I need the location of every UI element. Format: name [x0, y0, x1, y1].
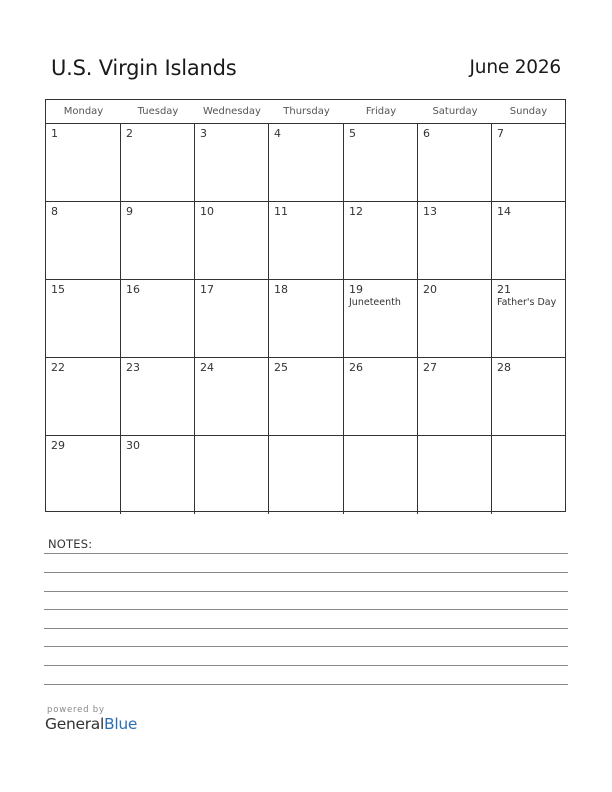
day-cell-29 [46, 436, 121, 514]
note-line [44, 553, 568, 554]
generalblue-logo [45, 715, 137, 733]
day-cell-26 [344, 358, 418, 436]
weekday-header-row [46, 100, 565, 124]
day-number: 27 [423, 361, 437, 374]
day-number: 7 [497, 127, 504, 140]
day-number: 30 [126, 439, 140, 452]
day-number: 12 [349, 205, 363, 218]
day-cell-3 [195, 124, 269, 202]
calendar-grid [45, 99, 566, 512]
calendar-month-year: June 2026 [469, 57, 561, 78]
holiday-label: Juneteenth [349, 297, 401, 308]
day-number: 10 [200, 205, 214, 218]
day-cell-2 [121, 124, 195, 202]
day-cell-16 [121, 280, 195, 358]
powered-by-text: powered by [47, 705, 105, 715]
day-cell-21 [492, 280, 565, 358]
weekday-thursday: Thursday [283, 106, 330, 117]
logo-blue-text: Blue [103, 715, 138, 733]
day-cell-14 [492, 202, 565, 280]
day-number: 1 [51, 127, 58, 140]
day-number: 20 [423, 283, 437, 296]
weekday-saturday: Saturday [432, 106, 478, 117]
day-number: 19 [349, 283, 363, 296]
empty-day-cell [195, 436, 269, 514]
day-cell-6 [418, 124, 492, 202]
note-line [44, 591, 568, 592]
day-number: 14 [497, 205, 511, 218]
day-number: 17 [200, 283, 214, 296]
day-cell-23 [121, 358, 195, 436]
note-line [44, 609, 568, 610]
weekday-sunday: Sunday [509, 106, 548, 117]
weekday-friday: Friday [365, 106, 397, 117]
day-number: 3 [200, 127, 207, 140]
empty-day-cell [492, 436, 565, 514]
day-cell-20 [418, 280, 492, 358]
day-cell-15 [46, 280, 121, 358]
note-line [44, 684, 568, 685]
day-cell-10 [195, 202, 269, 280]
day-cell-7 [492, 124, 565, 202]
day-number: 29 [51, 439, 65, 452]
day-number: 16 [126, 283, 140, 296]
day-cell-1 [46, 124, 121, 202]
day-number: 2 [126, 127, 133, 140]
day-cell-17 [195, 280, 269, 358]
day-cell-11 [269, 202, 344, 280]
note-line [44, 572, 568, 573]
day-number: 18 [274, 283, 288, 296]
day-number: 9 [126, 205, 133, 218]
day-cell-25 [269, 358, 344, 436]
day-cell-28 [492, 358, 565, 436]
note-line [44, 628, 568, 629]
day-cell-18 [269, 280, 344, 358]
day-number: 11 [274, 205, 288, 218]
day-number: 5 [349, 127, 356, 140]
logo-general-text: General [45, 715, 104, 733]
day-cell-22 [46, 358, 121, 436]
day-number: 13 [423, 205, 437, 218]
day-number: 21 [497, 283, 511, 296]
day-cell-12 [344, 202, 418, 280]
holiday-label: Father's Day [497, 297, 557, 308]
note-line [44, 665, 568, 666]
weekday-wednesday: Wednesday [203, 106, 261, 117]
day-number: 23 [126, 361, 140, 374]
day-cell-8 [46, 202, 121, 280]
day-cell-27 [418, 358, 492, 436]
day-cell-4 [269, 124, 344, 202]
empty-day-cell [418, 436, 492, 514]
day-cell-13 [418, 202, 492, 280]
day-cell-5 [344, 124, 418, 202]
day-cell-19 [344, 280, 418, 358]
weekday-tuesday: Tuesday [137, 106, 179, 117]
empty-day-cell [344, 436, 418, 514]
calendar-region-title: U.S. Virgin Islands [51, 56, 237, 80]
day-number: 26 [349, 361, 363, 374]
day-number: 6 [423, 127, 430, 140]
day-cell-9 [121, 202, 195, 280]
day-number: 28 [497, 361, 511, 374]
brand-footer [45, 705, 137, 733]
empty-day-cell [269, 436, 344, 514]
day-number: 15 [51, 283, 65, 296]
notes-label: NOTES: [48, 537, 93, 551]
day-number: 22 [51, 361, 65, 374]
day-number: 8 [51, 205, 58, 218]
day-cell-24 [195, 358, 269, 436]
day-number: 24 [200, 361, 214, 374]
weekday-monday: Monday [63, 106, 104, 117]
day-cell-30 [121, 436, 195, 514]
day-number: 4 [274, 127, 281, 140]
note-line [44, 646, 568, 647]
day-number: 25 [274, 361, 288, 374]
